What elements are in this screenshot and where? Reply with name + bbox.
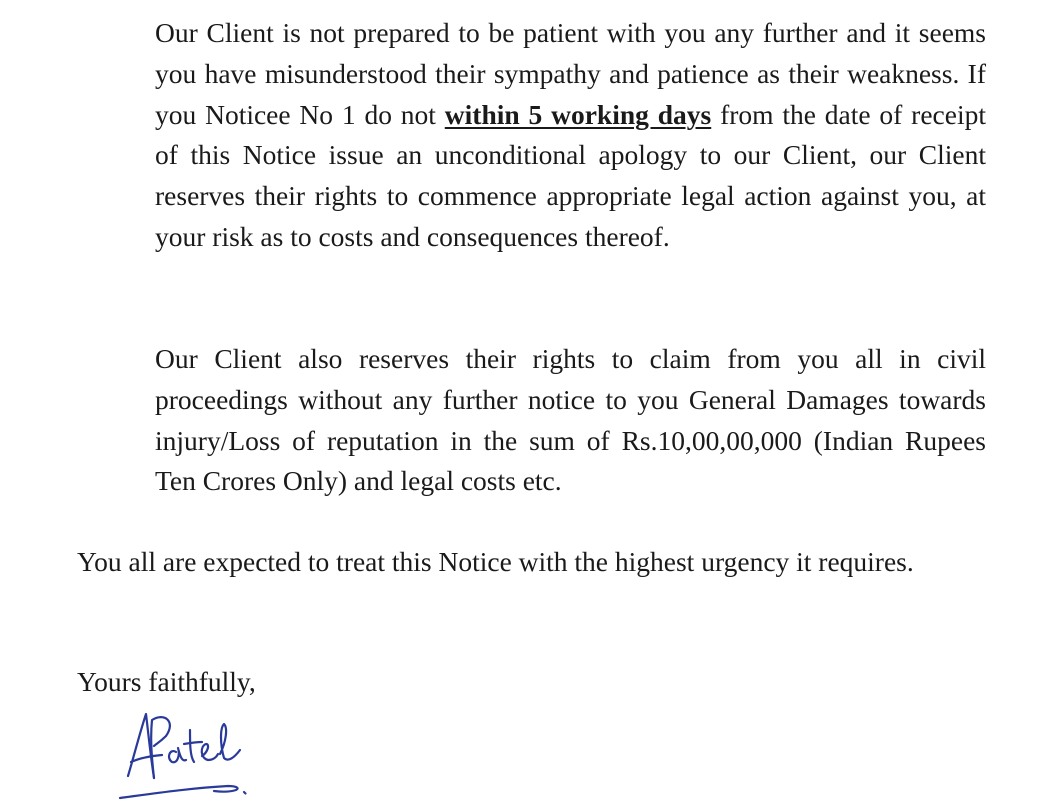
paragraph-apology-demand bbox=[155, 13, 986, 258]
paragraph-damages-claim: Our Client also reserves their rights to claim from you all in civil proceedings without any further notice to you General Damages towards injury/Loss of reputation in the sum of Rs.10,00,00,000 (Indian Rupees Ten Crores Only) and legal costs etc. bbox=[155, 343, 986, 497]
closing-salutation: Yours faithfully, bbox=[77, 666, 256, 697]
paragraph-1-text-start: Our Client is not prepared to be patient with you any further and it seems you have misunderstood their sympathy and patience as their weakness. If you Noticee No 1 do not bbox=[155, 17, 986, 130]
paragraph-1-text-end: from the date of receipt of this Notice issue an unconditional apology to our Client, our Client reserves their rights to commence appropriate legal action against you, at your risk as to costs and consequences thereof. bbox=[155, 98, 986, 252]
deadline-emphasis: within 5 working days bbox=[444, 98, 712, 130]
handwritten-signature bbox=[110, 700, 270, 808]
paragraph-urgency: You all are expected to treat this Notice with the highest urgency it requires. bbox=[77, 546, 914, 577]
